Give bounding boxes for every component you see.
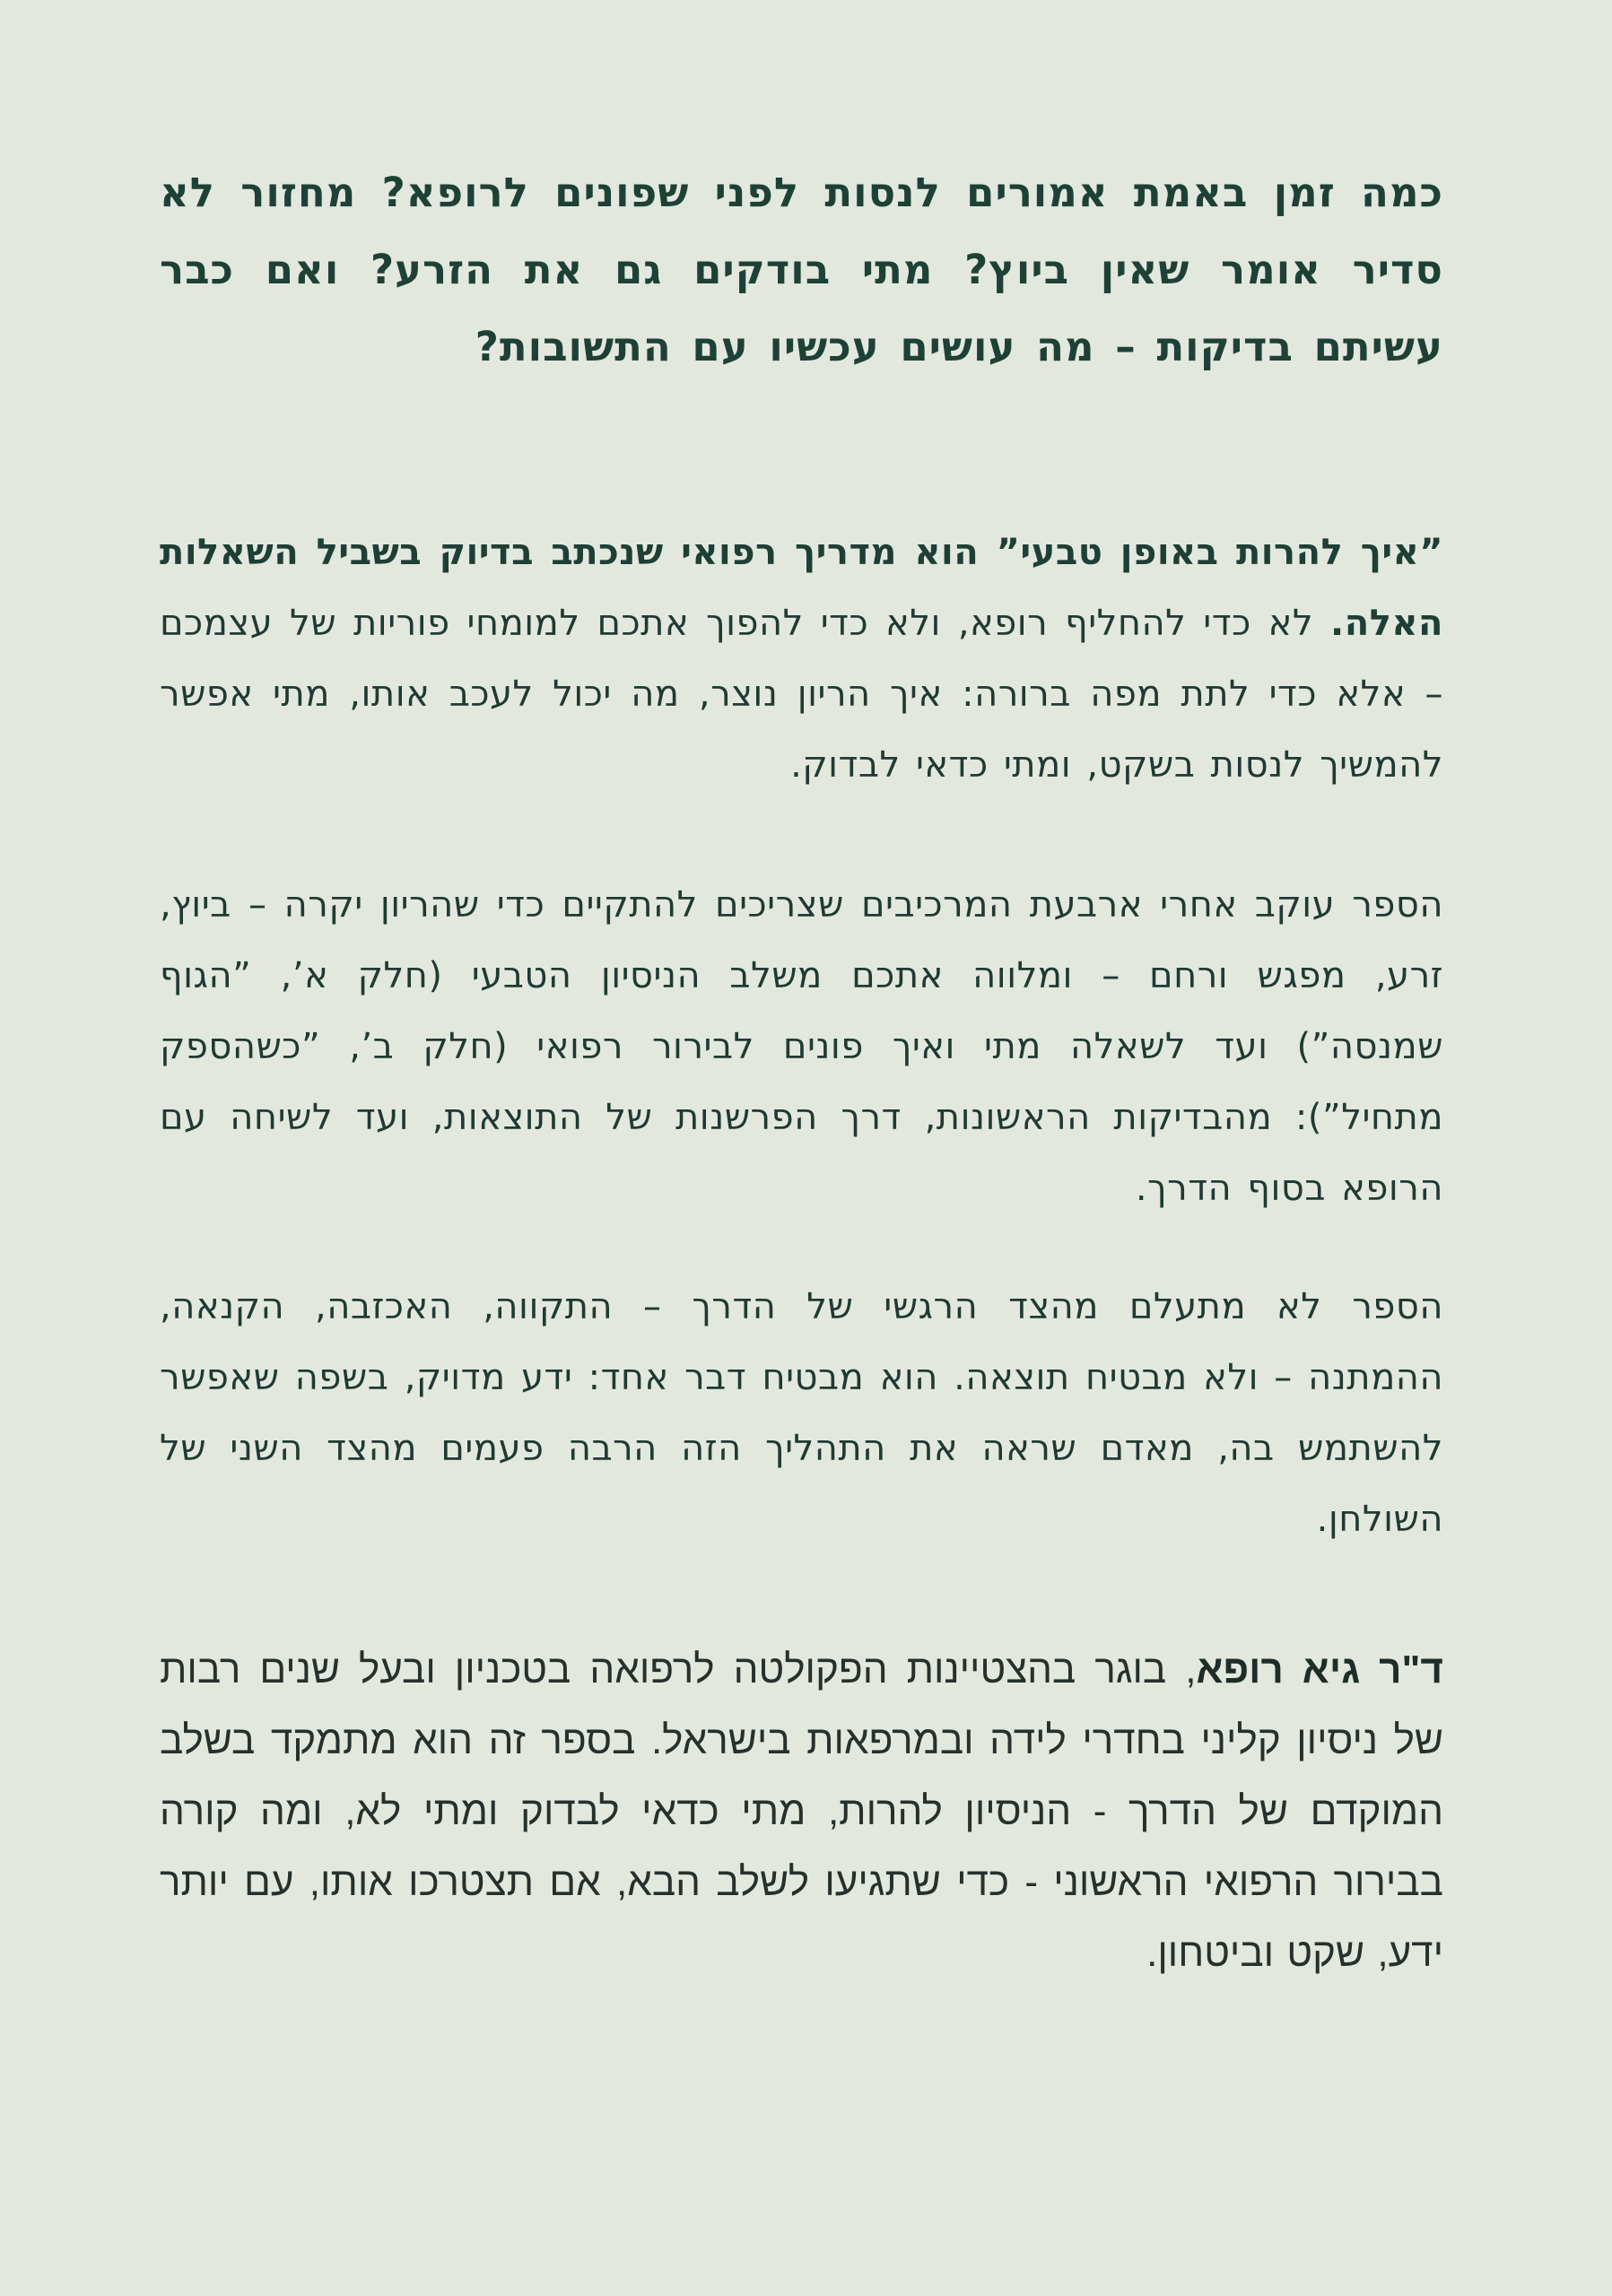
intro-text: לא כדי להחליף רופא, ולא כדי להפוך אתכם למומחי פוריות של עצמכם – אלא כדי לתת מפה ברורה: איך הריון נוצר, מה יכול לעכב אותו, מתי אפשר להמשיך לנסות בשקט, ומתי כדאי לבדוק. <box>160 603 1443 786</box>
book-title-statement: ”איך להרות באופן טבעי” הוא מדריך רפואי שנכתב בדיוק בשביל השאלות האלה. <box>160 532 1443 644</box>
intro-paragraph <box>160 517 1443 801</box>
author-bio-text: , בוגר בהצטיינות הפקולטה לרפואה בטכניון ובעל שנים רבות של ניסיון קליני בחדרי לידה ובמרפאות בישראל. בספר זה הוא מתמקד בשלב המוקדם של הדרך - הניסיון להרות, מתי כדאי לבדוק ומתי לא, ומה קורה בבירור הרפואי הראשוני - כדי שתגיעו לשלב הבא, אם תצטרכו אותו, עם יותר ידע, שקט וביטחון. <box>160 1648 1443 1975</box>
book-structure-paragraph: הספר עוקב אחרי ארבעת המרכיבים שצריכים להתקיים כדי שהריון יקרה – ביוץ, זרע, מפגש ורחם – ומלווה אתכם משלב הניסיון הטבעי (חלק א’, ”הגוף שמנסה”) ועד לשאלה מתי ואיך פונים לבירור רפואי (חלק ב’, ”כשהספק מתחיל”): מהבדיקות הראשונות, דרך הפרשנות של התוצאות, ועד לשיחה עם הרופא בסוף הדרך. <box>160 884 1443 1209</box>
author-name: ד"ר גיא רופא <box>1196 1648 1443 1692</box>
emotional-side-paragraph: הספר לא מתעלם מהצד הרגשי של הדרך – התקווה, האכזבה, הקנאה, ההמתנה – ולא מבטיח תוצאה. הוא מבטיח דבר אחד: ידע מדויק, בשפה שאפשר להשתמש בה, מאדם שראה את התהליך הזה הרבה פעמים מהצד השני של השולחן. <box>160 1286 1443 1540</box>
heading-questions: כמה זמן באמת אמורים לנסות לפני שפונים לרופא? מחזור לא סדיר אומר שאין ביוץ? מתי בודקים גם את הזרע? ואם כבר עשיתם בדיקות – מה עושים עכשיו עם התשובות? <box>160 169 1443 370</box>
author-bio <box>160 1634 1443 1988</box>
